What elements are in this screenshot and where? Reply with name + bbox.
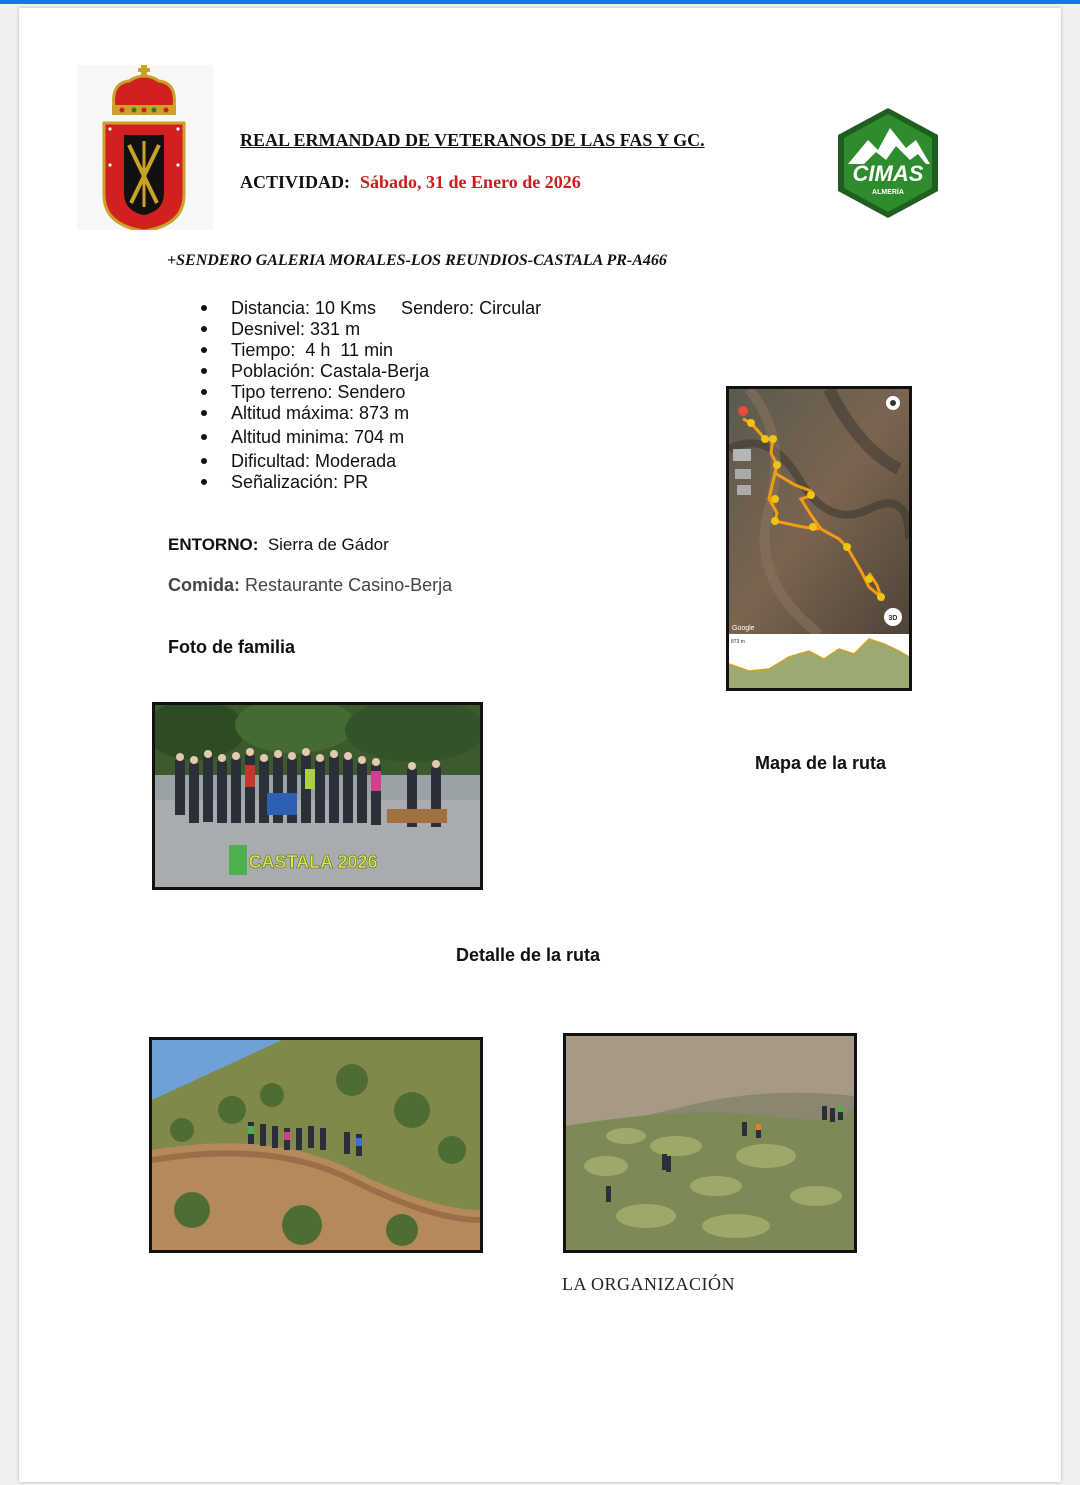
bullet-icon	[201, 410, 207, 416]
map-elevation-label: 873 m	[731, 639, 745, 645]
activity-line	[240, 172, 581, 193]
trail-title: +SENDERO GALERIA MORALES-LOS REUNDIOS-CASTALA PR-A466	[167, 252, 667, 269]
bullet-icon	[201, 434, 207, 440]
map-3d-badge: 3D	[888, 615, 898, 622]
family-photo-graphic	[155, 705, 480, 887]
route-map-caption: Mapa de la ruta	[755, 753, 887, 773]
route-detail-photo-right	[563, 1033, 857, 1253]
family-photo	[152, 702, 483, 890]
entorno-line	[168, 535, 389, 555]
list-item: Población: Castala-Berja	[189, 361, 541, 382]
bullet-icon	[201, 326, 207, 332]
list-item: Tiempo: 4 h 11 min	[189, 340, 541, 361]
map-google-label: Google	[732, 625, 755, 632]
bullet-icon	[201, 305, 207, 311]
bullet-icon	[201, 458, 207, 464]
route-map-image	[726, 386, 912, 691]
entorno-label: ENTORNO:	[168, 535, 259, 554]
document-page	[19, 8, 1061, 1482]
entorno-value: Sierra de Gádor	[267, 535, 389, 554]
organization-signature: LA ORGANIZACIÓN	[562, 1274, 735, 1294]
route-detail-heading: Detalle de la ruta	[456, 945, 601, 965]
cimas-logo-subtext: ALMERÍA	[872, 189, 904, 196]
bullet-icon	[201, 389, 207, 395]
list-item: Dificultad: Moderada	[189, 451, 541, 472]
activity-date: Sábado, 31 de Enero de 2026	[360, 172, 581, 192]
bullet-icon	[201, 368, 207, 374]
bullet-icon	[201, 479, 207, 485]
mountain-icon	[834, 106, 942, 220]
cimas-logo	[834, 106, 942, 220]
list-item: Señalización: PR	[189, 472, 541, 493]
comida-line	[168, 575, 452, 596]
cimas-logo-text: CIMAS	[852, 161, 924, 186]
list-item: Altitud minima: 704 m	[189, 427, 541, 448]
organization-title: REAL ERMANDAD DE VETERANOS DE LAS FAS Y GC.	[240, 130, 705, 150]
list-item: Distancia: 10 Kms Sendero: Circular	[189, 298, 541, 319]
crest-logo	[77, 65, 213, 230]
activity-label: ACTIVIDAD:	[240, 172, 351, 192]
route-detail-photo-left	[149, 1037, 483, 1253]
trail-stats-list	[189, 298, 541, 493]
comida-label: Comida:	[168, 575, 240, 595]
family-photo-heading: Foto de familia	[168, 637, 296, 657]
list-item: Desnivel: 331 m	[189, 319, 541, 340]
slope-photo-graphic	[566, 1036, 854, 1250]
list-item: Tipo terreno: Sendero	[189, 382, 541, 403]
list-item: Altitud máxima: 873 m	[189, 403, 541, 424]
comida-value: Restaurante Casino-Berja	[245, 575, 453, 595]
crest-icon	[77, 65, 213, 230]
family-photo-overlay-text: CASTALA 2026	[248, 852, 378, 872]
hillside-photo-graphic	[152, 1040, 480, 1250]
browser-top-bar	[0, 0, 1080, 4]
route-map-graphic	[729, 389, 909, 688]
bullet-icon	[201, 347, 207, 353]
